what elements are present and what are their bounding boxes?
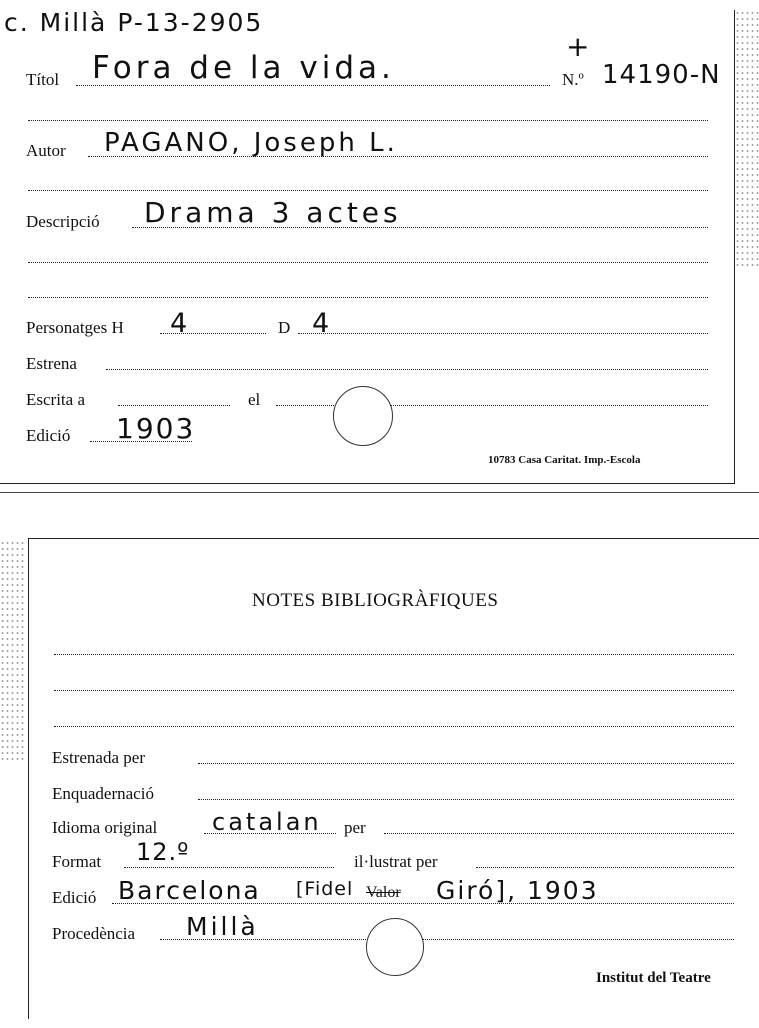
premiere-label: Estrena	[26, 354, 77, 373]
written-label: Escrita a	[26, 390, 85, 409]
back-heading: NOTES BIBLIOGRÀFIQUES	[252, 590, 499, 611]
author-value: PAGANO, Joseph L.	[104, 128, 398, 158]
punch-hole-front	[333, 386, 393, 446]
number-label: N.º	[562, 70, 584, 89]
title-line-2	[28, 120, 708, 121]
title-value: Fora de la vida.	[92, 50, 395, 86]
characters-d-value: 4	[312, 308, 331, 339]
characters-label: Personatges H	[26, 318, 124, 337]
header-note: c. Millà P-13-2905	[4, 8, 264, 37]
premiered-by-line	[198, 763, 734, 764]
description-value: Drama 3 actes	[144, 196, 402, 229]
author-line-2	[28, 190, 708, 191]
description-label: Descripció	[26, 212, 100, 231]
author-label: Autor	[26, 141, 66, 160]
edition-value-part1: Barcelona	[118, 876, 261, 905]
edition-value-part2: [Fidel	[296, 878, 354, 900]
title-label: Títol	[26, 70, 60, 89]
characters-d-line	[298, 333, 708, 334]
by-line	[384, 833, 734, 834]
institution-name: Institut del Teatre	[596, 970, 711, 986]
description-line-3	[28, 297, 708, 298]
premiered-by-label: Estrenada per	[52, 748, 145, 767]
binding-label: Enquadernació	[52, 784, 154, 803]
description-line-2	[28, 262, 708, 263]
characters-h-value: 4	[170, 308, 189, 339]
back-edition-label: Edició	[52, 888, 97, 907]
format-line	[124, 867, 334, 868]
edition-value-part3: Giró], 1903	[436, 876, 599, 905]
format-label: Format	[52, 852, 102, 871]
scan-noise-right	[735, 10, 759, 270]
by-label: per	[344, 818, 366, 837]
card-separator	[0, 492, 759, 493]
provenance-label: Procedència	[52, 924, 136, 943]
back-line-1	[54, 654, 734, 655]
premiere-line	[106, 369, 708, 370]
characters-d-label: D	[278, 318, 291, 337]
printer-note: 10783 Casa Caritat. Imp.-Escola	[488, 454, 641, 466]
back-line-2	[54, 690, 734, 691]
cross-mark: +	[566, 30, 591, 63]
original-language-value: catalan	[212, 808, 322, 836]
number-value: 14190-N	[602, 60, 721, 90]
format-value: 12.º	[136, 838, 190, 866]
edition-label: Edició	[26, 426, 71, 445]
provenance-value: Millà	[186, 912, 259, 941]
illustrated-line	[476, 867, 734, 868]
edition-value: 1903	[116, 412, 196, 445]
illustrated-label: il·lustrat per	[354, 852, 438, 871]
binding-line	[198, 799, 734, 800]
written-line	[118, 405, 230, 406]
scan-noise-left	[0, 540, 26, 760]
back-line-3	[54, 726, 734, 727]
edition-value-struck: Valor	[366, 884, 401, 901]
written-el-label: el	[248, 390, 261, 409]
punch-hole-back	[366, 918, 424, 976]
original-language-label: Idioma original	[52, 818, 158, 837]
